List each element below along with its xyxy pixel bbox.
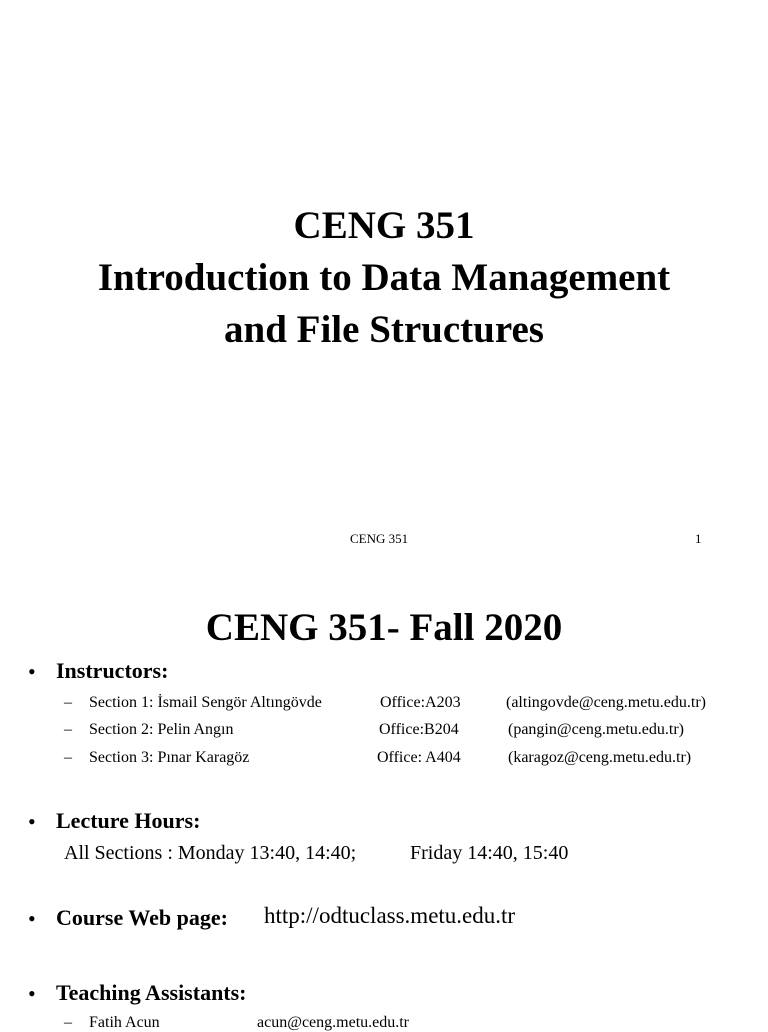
teaching-assistants-heading: Teaching Assistants:: [56, 980, 247, 1005]
instructor-section: Section 2: Pelin Angın: [89, 721, 234, 738]
lecture-hours-sections: All Sections : Monday 13:40, 14:40;: [64, 842, 357, 864]
instructor-email: (karagoz@ceng.metu.edu.tr): [508, 749, 692, 766]
instructor-office: Office:A203: [380, 694, 461, 711]
lecture-hours-friday: Friday 14:40, 15:40: [410, 842, 569, 864]
instructors-heading: Instructors:: [56, 658, 169, 683]
lecture-hours-heading: Lecture Hours:: [56, 808, 201, 833]
slide-1-title-line-3: and File Structures: [224, 308, 544, 351]
dash-icon: –: [64, 749, 72, 766]
instructor-office: Office:B204: [379, 721, 459, 738]
instructor-section: Section 3: Pınar Karagöz: [89, 749, 250, 766]
slide-1-title-line-1: CENG 351: [293, 204, 475, 247]
instructor-email: (altingovde@ceng.metu.edu.tr): [506, 694, 706, 711]
bullet-icon: •: [28, 906, 36, 931]
web-page-heading: Course Web page:: [56, 905, 228, 930]
bullet-icon: •: [28, 809, 36, 834]
slide-1-title-line-2: Introduction to Data Management: [97, 256, 671, 299]
bullet-icon: •: [28, 659, 36, 684]
instructor-section: Section 1: İsmail Sengör Altıngövde: [89, 694, 322, 711]
dash-icon: –: [64, 1014, 72, 1031]
slide-1-page-number: 1: [695, 531, 702, 546]
dash-icon: –: [64, 694, 72, 711]
bullet-icon: •: [28, 981, 36, 1006]
slide-1-footer-label: CENG 351: [350, 531, 409, 546]
slide-2-title: CENG 351- Fall 2020: [205, 606, 563, 649]
instructor-office: Office: A404: [377, 749, 461, 766]
instructor-email: (pangin@ceng.metu.edu.tr): [508, 721, 685, 738]
assistant-email: acun@ceng.metu.edu.tr: [257, 1014, 410, 1031]
assistant-name: Fatih Acun: [89, 1014, 160, 1031]
dash-icon: –: [64, 721, 72, 738]
course-web-link[interactable]: http://odtuclass.metu.edu.tr: [264, 903, 516, 928]
